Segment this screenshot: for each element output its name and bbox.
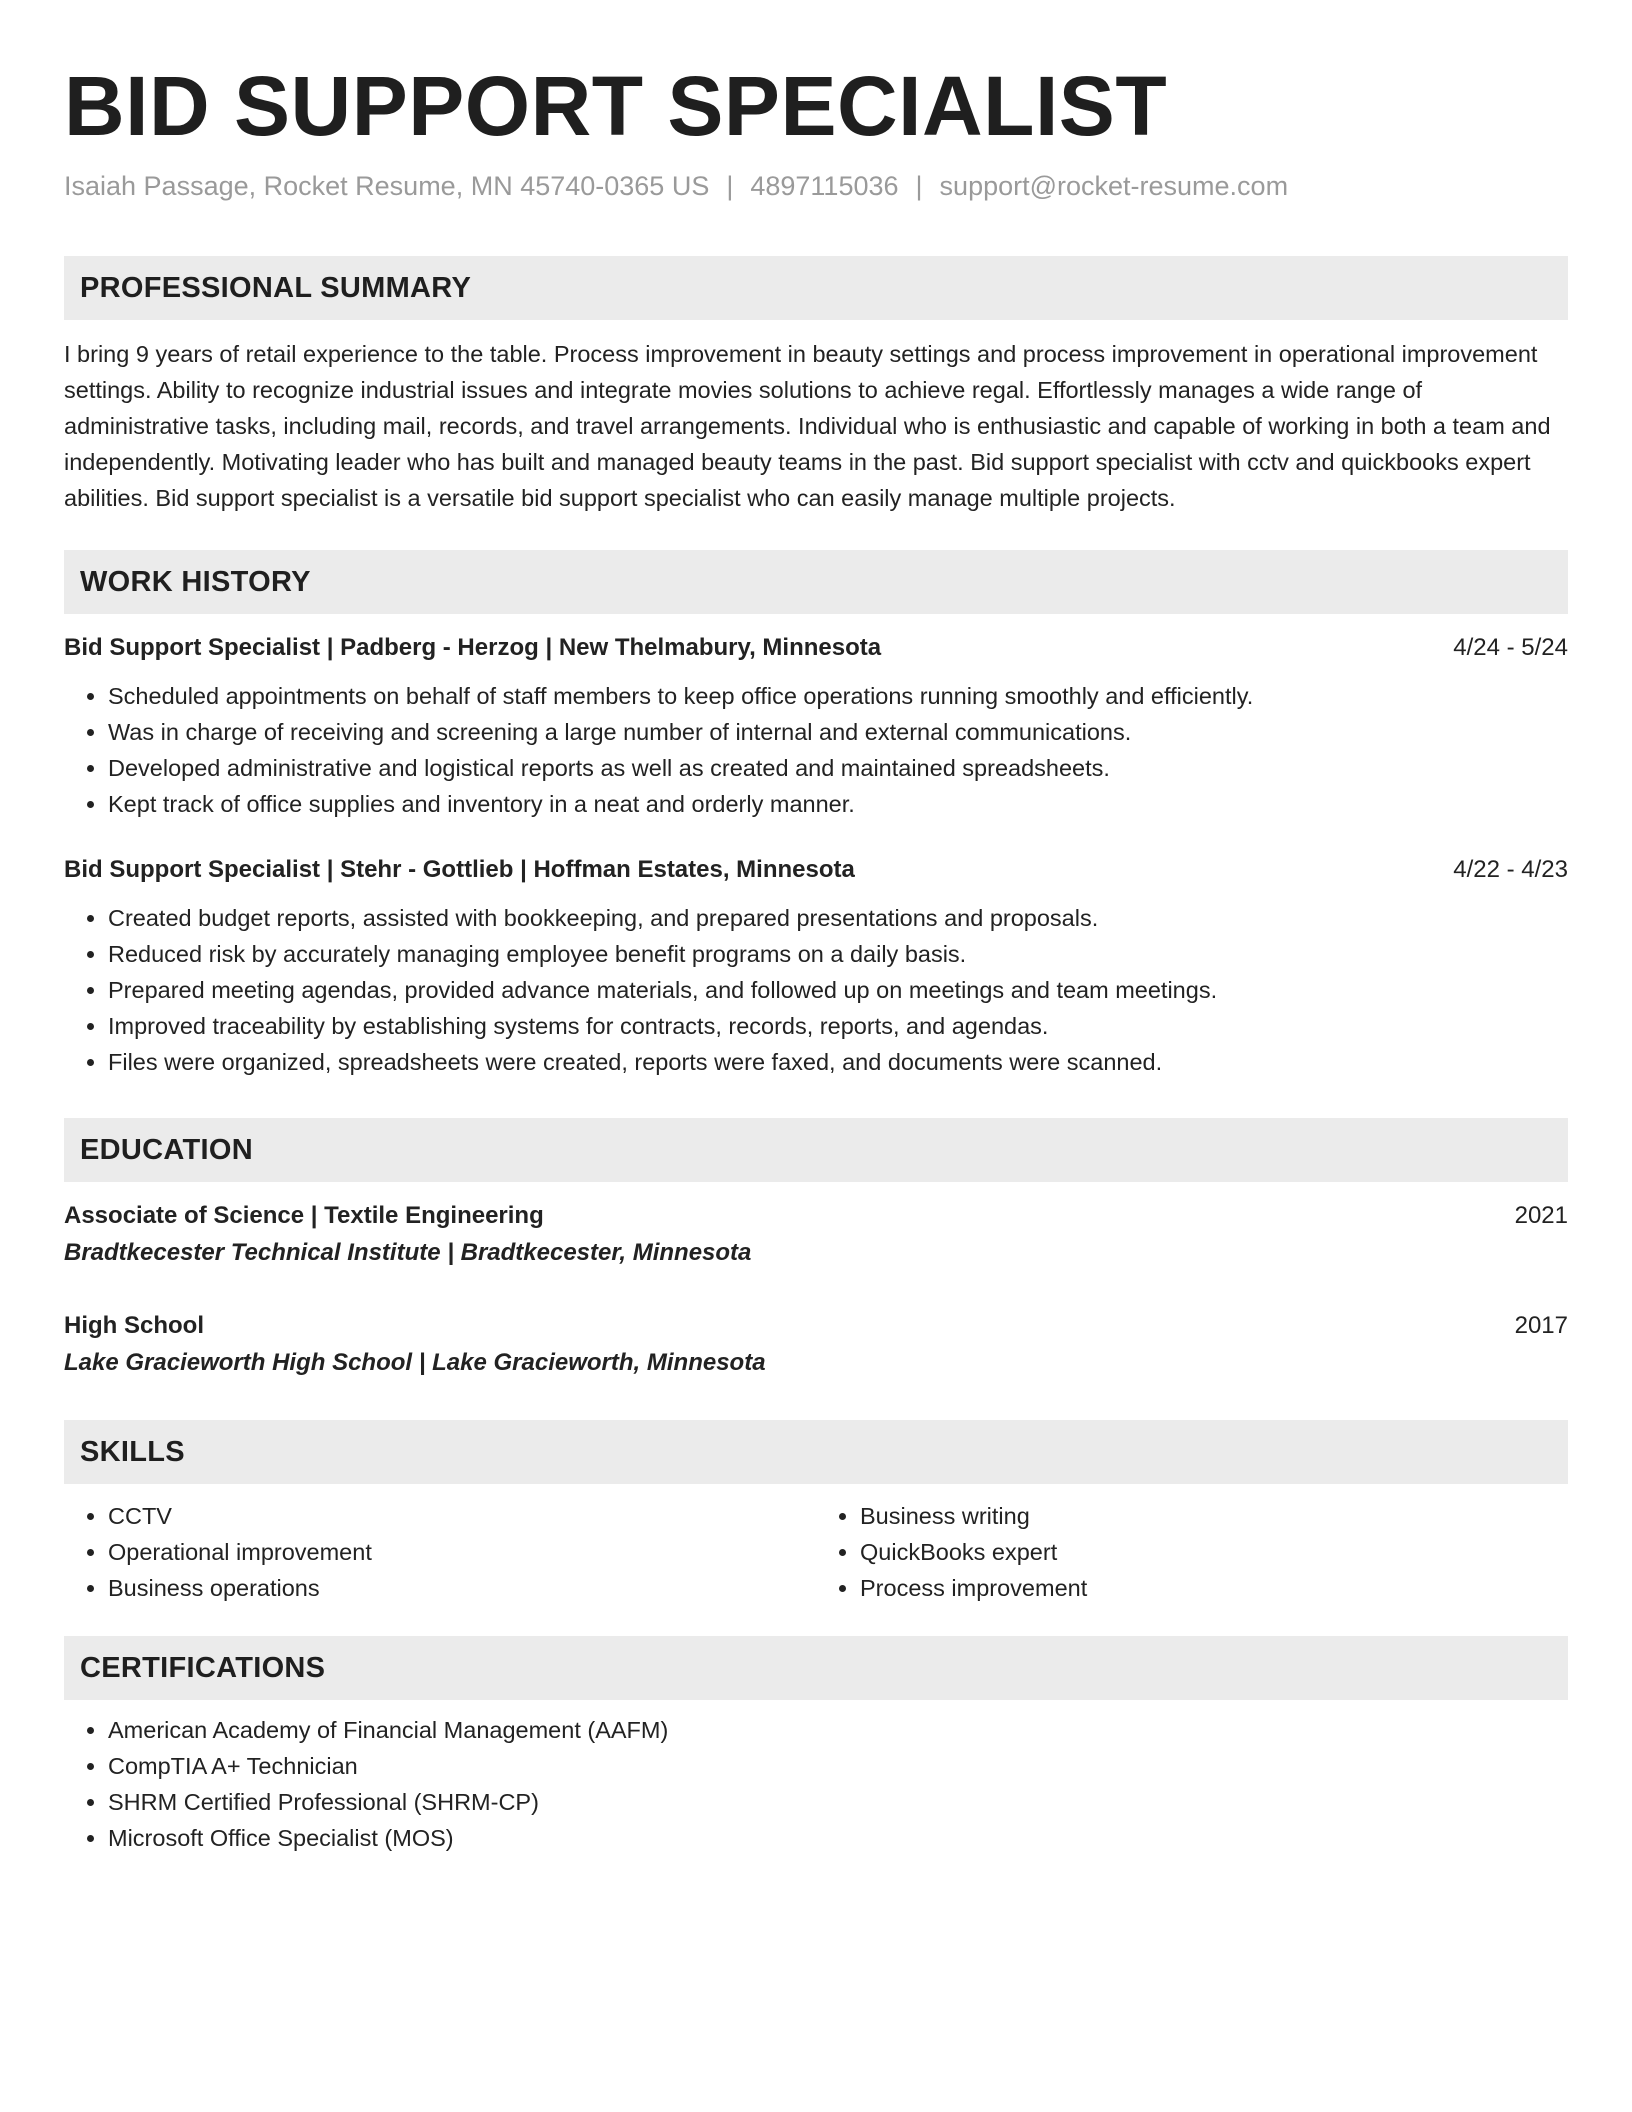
- list-item: • SHRM Certified Professional (SHRM-CP): [108, 1784, 1568, 1820]
- section-header-certifications: CERTIFICATIONS: [64, 1636, 1568, 1700]
- job-bullet-list: [64, 678, 1568, 822]
- list-item: • Developed administrative and logistical reports as well as created and maintained spreadsheets.: [108, 750, 1568, 786]
- list-item: • Microsoft Office Specialist (MOS): [108, 1820, 1568, 1856]
- education-degree: Associate of Science | Textile Engineering: [64, 1202, 544, 1229]
- page-title: BID SUPPORT SPECIALIST: [64, 59, 1168, 153]
- education-entry: [64, 1198, 1568, 1272]
- job-entry-header: [64, 852, 1568, 888]
- education-year: 2021: [1514, 1202, 1568, 1229]
- list-item: • Business writing: [860, 1498, 1568, 1534]
- list-item: • Business operations: [108, 1570, 816, 1606]
- list-item: • Kept track of office supplies and inventory in a neat and orderly manner.: [108, 786, 1568, 822]
- job-dates: 4/24 - 5/24: [1453, 634, 1568, 661]
- list-item: • Was in charge of receiving and screening a large number of internal and external communications.: [108, 714, 1568, 750]
- education-entry: [64, 1308, 1568, 1382]
- list-item: • Scheduled appointments on behalf of staff members to keep office operations running smoothly and efficiently.: [108, 678, 1568, 714]
- section-header-skills: SKILLS: [64, 1420, 1568, 1484]
- contact-address: Isaiah Passage, Rocket Resume, MN 45740-0365 US: [64, 171, 710, 201]
- list-item: • QuickBooks expert: [860, 1534, 1568, 1570]
- skills-list-right: [816, 1498, 1568, 1606]
- skills-columns: [64, 1498, 1568, 1606]
- education-school: Lake Gracieworth High School | Lake Gracieworth, Minnesota: [64, 1349, 766, 1376]
- list-item: • Created budget reports, assisted with bookkeeping, and prepared presentations and proposals.: [108, 900, 1568, 936]
- list-item: • Reduced risk by accurately managing employee benefit programs on a daily basis.: [108, 936, 1568, 972]
- list-item: • Operational improvement: [108, 1534, 816, 1570]
- list-item: • Improved traceability by establishing systems for contracts, records, reports, and agendas.: [108, 1008, 1568, 1044]
- contact-line: [64, 168, 1568, 204]
- list-item: • Prepared meeting agendas, provided advance materials, and followed up on meetings and team meetings.: [108, 972, 1568, 1008]
- section-header-education: EDUCATION: [64, 1118, 1568, 1182]
- list-item: • CompTIA A+ Technician: [108, 1748, 1568, 1784]
- job-title: Bid Support Specialist | Padberg - Herzog | New Thelmabury, Minnesota: [64, 634, 882, 661]
- education-entry-header: [64, 1198, 1568, 1234]
- list-item: • Process improvement: [860, 1570, 1568, 1606]
- contact-email: support@rocket-resume.com: [939, 171, 1289, 201]
- list-item: • Files were organized, spreadsheets were created, reports were faxed, and documents were scanned.: [108, 1044, 1568, 1080]
- list-item: • CCTV: [108, 1498, 816, 1534]
- education-school: Bradtkecester Technical Institute | Bradtkecester, Minnesota: [64, 1239, 752, 1266]
- education-year: 2017: [1514, 1312, 1568, 1339]
- job-bullet-list: [64, 900, 1568, 1080]
- job-entry-header: [64, 630, 1568, 666]
- contact-separator: |: [915, 171, 923, 201]
- list-item: • American Academy of Financial Management (AAFM): [108, 1712, 1568, 1748]
- education-degree: High School: [64, 1312, 204, 1339]
- job-dates: 4/22 - 4/23: [1453, 856, 1568, 883]
- section-header-work-history: WORK HISTORY: [64, 550, 1568, 614]
- contact-separator: |: [726, 171, 734, 201]
- skills-list-left: [64, 1498, 816, 1606]
- section-header-summary: PROFESSIONAL SUMMARY: [64, 256, 1568, 320]
- job-title: Bid Support Specialist | Stehr - Gottlieb | Hoffman Estates, Minnesota: [64, 856, 855, 883]
- contact-phone: 4897115036: [750, 171, 899, 201]
- certifications-list: [64, 1712, 1568, 1856]
- education-entry-header: [64, 1308, 1568, 1344]
- summary-text: I bring 9 years of retail experience to the table. Process improvement in beauty settings and process improvement in operational improvement settings. Ability to recognize industrial issues and integrate movies solutions to achieve regal. Effortlessly manages a wide range of administrative tasks, including mail, records, and travel arrangements. Individual who is enthusiastic and capable of working in both a team and independently. Motivating leader who has built and managed beauty teams in the past. Bid support specialist with cctv and quickbooks expert abilities. Bid support specialist is a versatile bid support specialist who can easily manage multiple projects.: [64, 341, 1551, 511]
